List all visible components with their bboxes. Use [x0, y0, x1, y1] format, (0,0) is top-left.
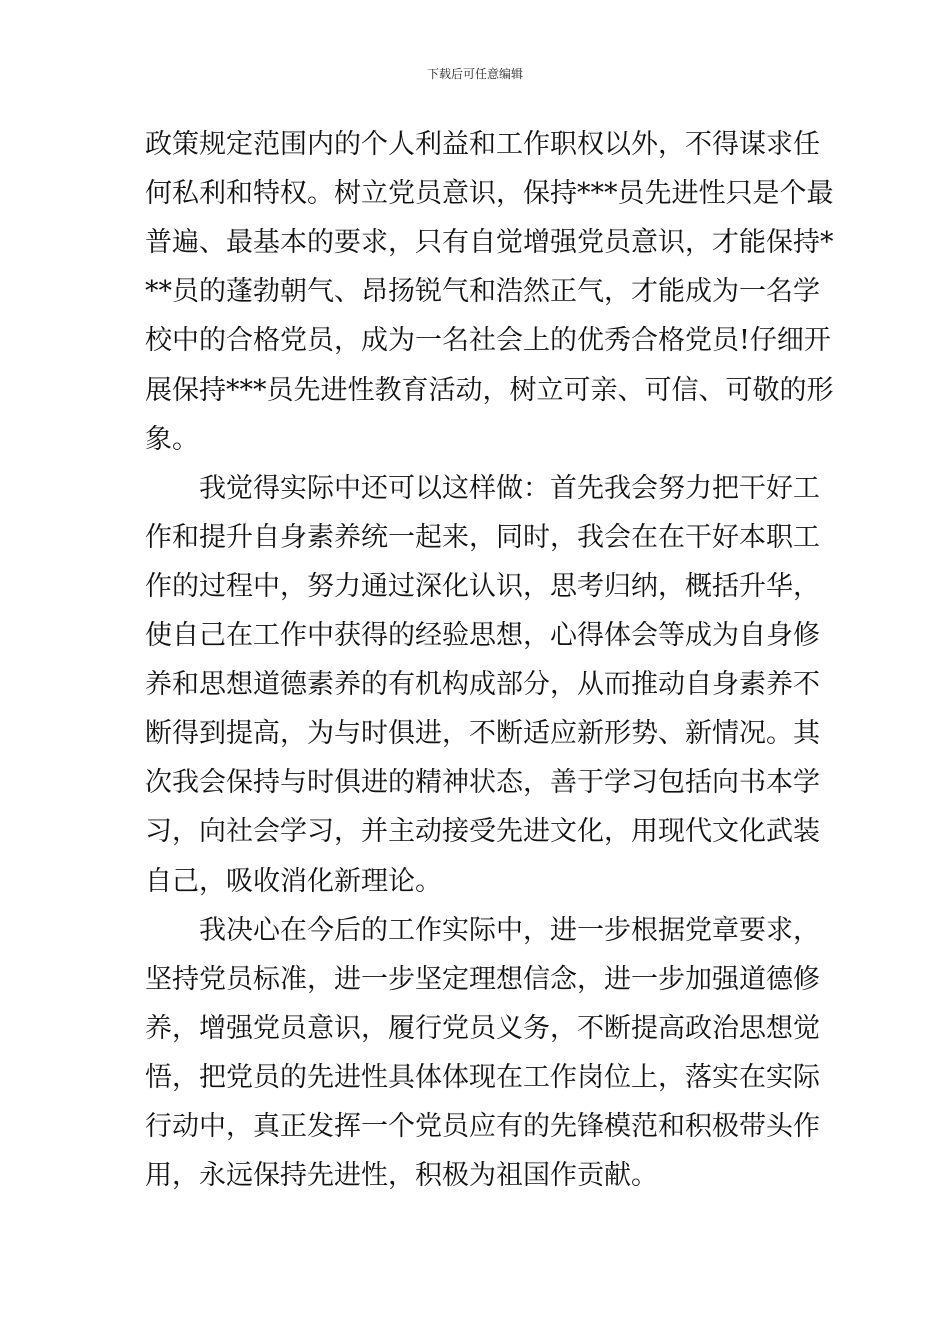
text-line: 习，向社会学习，并主动接受先进文化，用现代文化武装	[145, 816, 820, 848]
text-line: 坚持党员标准，进一步坚定理想信念，进一步加强道德修	[145, 963, 820, 995]
text-line: 使自己在工作中获得的经验思想，心得体会等成为自身修	[145, 620, 820, 651]
page-header: 下载后可任意编辑	[426, 67, 523, 81]
text-line: 何私利和特权。树立党员意识，保持***员先进性只是个最	[145, 178, 834, 210]
text-line: 养，增强党员意识，履行党员义务，不断提高政治思想觉	[145, 1012, 820, 1044]
text-line: 养和思想道德素养的有机构成部分，从而推动自身素养不	[145, 669, 820, 701]
text-line: 断得到提高，为与时俱进，不断适应新形势、新情况。其	[145, 718, 820, 750]
paragraph-first-line: 我觉得实际中还可以这样做：首先我会努力把干好工	[199, 472, 820, 504]
text-line: 政策规定范围内的个人利益和工作职权以外，不得谋求任	[145, 129, 820, 160]
text-line: 行动中，真正发挥一个党员应有的先锋模范和积极带头作	[145, 1111, 820, 1142]
text-line: **员的蓬勃朝气、昂扬锐气和浩然正气，才能成为一名学	[145, 276, 820, 308]
text-line: 作和提升自身素养统一起来，同时，我会在在干好本职工	[145, 521, 820, 553]
text-line: 自己，吸收消化新理论。	[145, 865, 442, 897]
text-line: 悟，把党员的先进性具体体现在工作岗位上，落实在实际	[145, 1061, 820, 1093]
text-line: 展保持***员先进性教育活动，树立可亲、可信、可敬的形	[145, 374, 834, 406]
text-line: 校中的合格党员，成为一名社会上的优秀合格党员!仔细开	[145, 325, 831, 357]
text-line: 次我会保持与时俱进的精神状态，善于学习包括向书本学	[145, 767, 820, 799]
paragraph-first-line: 我决心在今后的工作实际中，进一步根据党章要求，	[199, 914, 820, 946]
text-line: 作的过程中，努力通过深化认识，思考归纳，概括升华，	[145, 570, 820, 602]
text-line: 象。	[145, 423, 199, 455]
text-line: 普遍、最基本的要求，只有自觉增强党员意识，才能保持*	[145, 227, 834, 259]
text-line: 用，永远保持先进性，积极为祖国作贡献。	[145, 1160, 658, 1192]
